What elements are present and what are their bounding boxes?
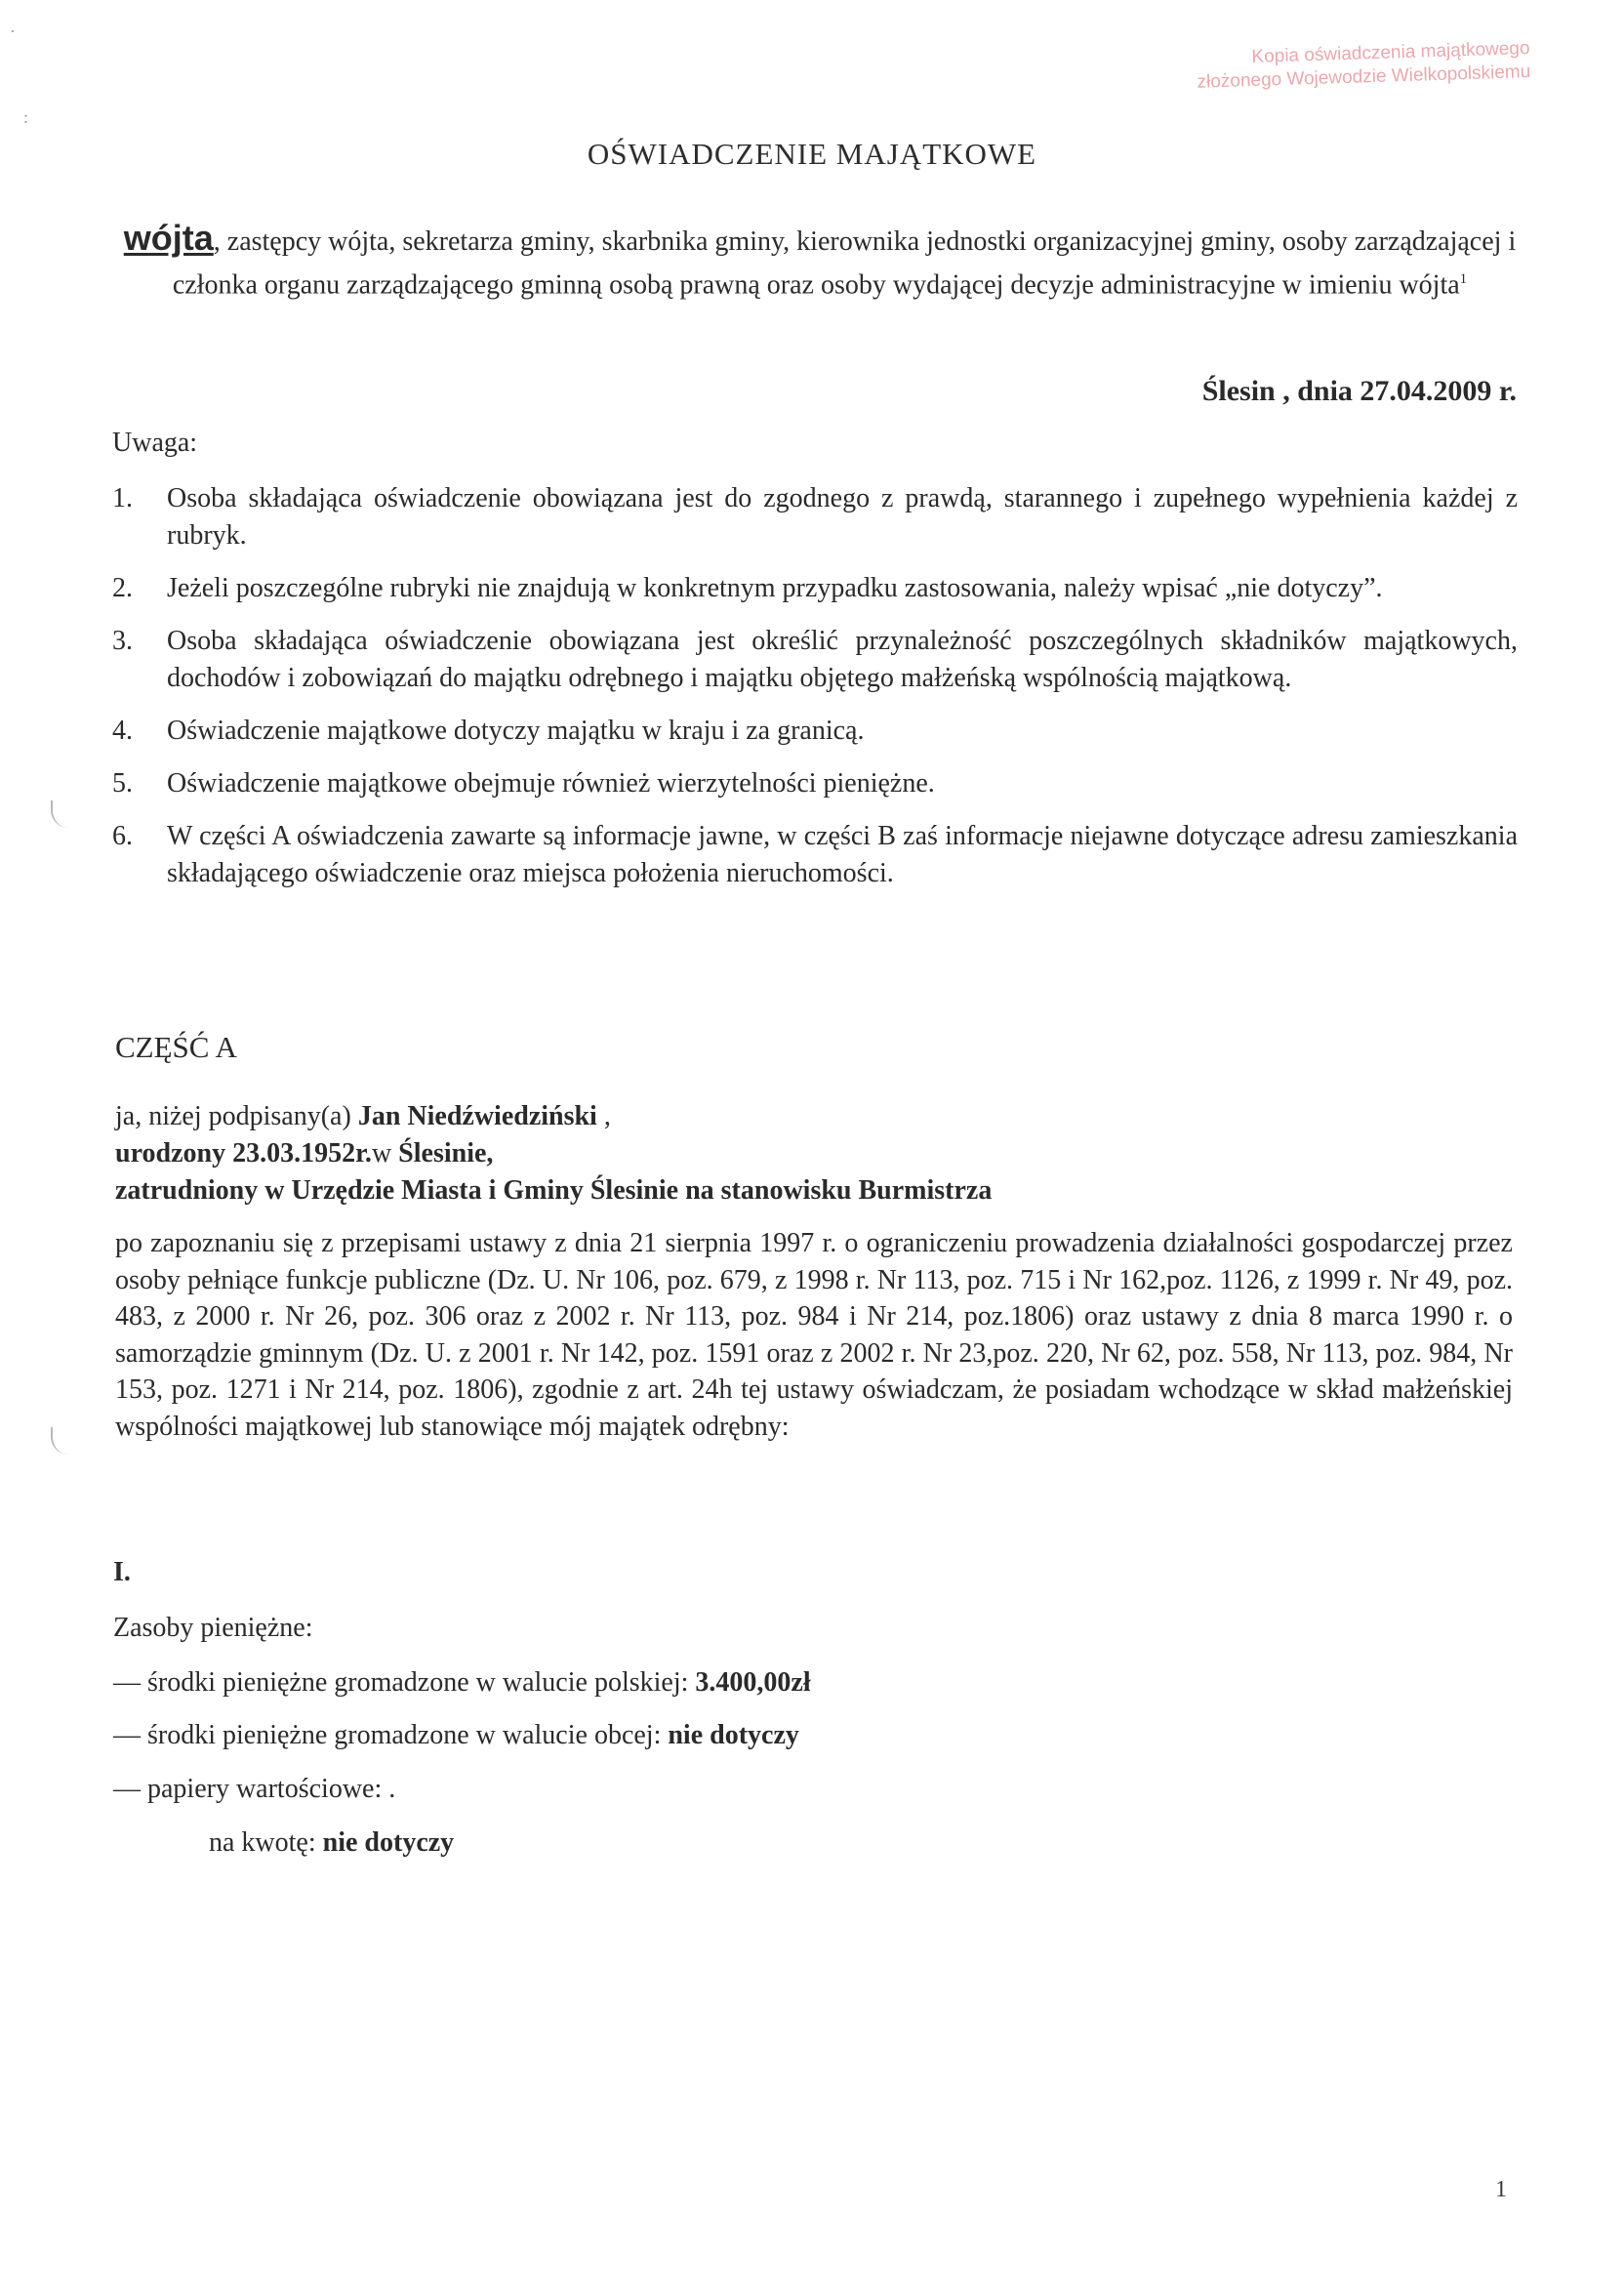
stamp-line-2: złożonego Wojewodzie Wielkopolskiemu — [1197, 62, 1531, 93]
scan-speck: : — [23, 107, 29, 127]
assets-foreign-label: — środki pieniężne gromadzone w walucie obcej: — [113, 1720, 669, 1750]
section-i-heading: Zasoby pieniężne: — [113, 1613, 313, 1643]
note-text: W części A oświadczenia zawarte są informacje jawne, w części B zaś informacje niejawne dotyczące adresu zamieszkania składającego oświadczenie oraz miejsca położenia nieruchomości. — [167, 821, 1518, 888]
note-item — [112, 480, 1518, 554]
note-number: 3. — [112, 626, 133, 656]
intro-paragraph — [117, 220, 1522, 304]
note-item — [112, 713, 1518, 750]
note-text: Osoba składająca oświadczenie obowiązana jest do zgodnego z prawdą, starannego i zupełnego wypełnienia każdej z rubryk. — [167, 483, 1518, 551]
note-text: Oświadczenie majątkowe obejmuje również wierzytelności pieniężne. — [167, 768, 935, 799]
assets-line-pln — [113, 1667, 811, 1699]
declarant-line-3 — [115, 1172, 1501, 1210]
declarant-name: Jan Niedźwiedziński — [357, 1101, 597, 1131]
born-place: Ślesinie, — [398, 1138, 494, 1168]
note-number: 5. — [112, 768, 133, 799]
note-number: 6. — [112, 821, 133, 851]
note-text: Osoba składająca oświadczenie obowiązana jest określić przynależność poszczególnych składników majątkowych, dochodów i zobowiązań do majątku odrębnego i majątku objętego małżeńską wspólnością majątkową. — [167, 626, 1518, 693]
copy-stamp — [1158, 37, 1530, 96]
intro-text: , zastępcy wójta, sekretarza gminy, skarbnika gminy, kierownika jednostki organizacyjnej gminy, osoby zarządzającej i członka organu zarządzającego gminną osobą prawną oraz osoby wydającej decyzje administracyjne w imieniu wójta — [172, 226, 1517, 301]
note-number: 2. — [112, 573, 133, 603]
note-item — [112, 623, 1518, 697]
assets-pln-value: 3.400,00zł — [695, 1667, 811, 1698]
declarant-line-2 — [115, 1135, 1501, 1172]
declarant-suffix: , — [596, 1101, 611, 1131]
section-a-heading: CZĘŚĆ A — [115, 1030, 237, 1064]
uwaga-label: Uwaga: — [112, 428, 198, 458]
note-number: 4. — [112, 716, 133, 746]
notes-list — [112, 480, 1518, 908]
born-label: urodzony — [115, 1138, 226, 1168]
declarant-line-1 — [115, 1098, 1501, 1135]
assets-securities-label: — papiery wartościowe: . — [113, 1774, 396, 1804]
assets-line-foreign — [113, 1720, 799, 1751]
assets-amount-label: na kwotę: — [209, 1827, 323, 1858]
scan-speck: · — [10, 21, 16, 41]
assets-amount-value: nie dotyczy — [322, 1827, 455, 1858]
section-i-label: I. — [113, 1557, 131, 1587]
note-text: Oświadczenie majątkowe dotyczy majątku w kraju i za granicą. — [167, 716, 865, 746]
page-number: 1 — [1495, 2177, 1507, 2202]
footnote-marker: 1 — [1459, 271, 1468, 287]
document-title: OŚWIADCZENIE MAJĄTKOWE — [587, 137, 1037, 171]
place-and-date: Ślesin , dnia 27.04.2009 r. — [1201, 375, 1517, 407]
assets-line-amount — [209, 1827, 454, 1859]
note-item — [112, 570, 1518, 607]
born-place-prefix: w — [371, 1138, 399, 1168]
note-text: Jeżeli poszczególne rubryki nie znajdują w konkretnym przypadku zastosowania, należy wpisać „nie dotyczy”. — [167, 573, 1383, 603]
assets-foreign-value: nie dotyczy — [668, 1720, 799, 1750]
assets-line-securities — [113, 1774, 395, 1805]
assets-pln-label: — środki pieniężne gromadzone w walucie polskiej: — [113, 1667, 696, 1698]
declarant-prefix: ja, niżej podpisany(a) — [115, 1101, 358, 1131]
declarant-block — [115, 1098, 1501, 1210]
born-date: 23.03.1952r. — [225, 1138, 372, 1168]
scan-hole-mark — [51, 1427, 68, 1455]
intro-wojta: wójta — [123, 218, 214, 258]
stamp-line-1: Kopia oświadczenia majątkowego — [1251, 38, 1530, 67]
note-number: 1. — [112, 483, 133, 513]
note-item — [112, 765, 1518, 802]
legal-paragraph: po zapoznaniu się z przepisami ustawy z dnia 21 sierpnia 1997 r. o ograniczeniu prowadzenia działalności gospodarczej przez osoby pełniące funkcje publiczne (Dz. U. Nr 106, poz. 679, z 1998 r. Nr 113, poz. 715 i Nr 162,poz. 1126, z 1999 r. Nr 49, poz. 483, z 2000 r. Nr 26, poz. 306 oraz z 2002 r. Nr 113, poz. 984 i Nr 214, poz.1806) oraz ustawy z dnia 8 marca 1990 r. o samorządzie gminnym (Dz. U. z 2001 r. Nr 142, poz. 1591 oraz z 2002 r. Nr 23,poz. 220, Nr 62, poz. 558, Nr 113, poz. 984, Nr 153, poz. 1271 i Nr 214, poz. 1806), zgodnie z art. 24h tej ustawy oświadczam, że posiadam wchodzące w skład małżeńskiej wspólności majątkowej lub stanowiące mój majątek odrębny: — [115, 1228, 1513, 1442]
employment: zatrudniony w Urzędzie Miasta i Gminy Ślesinie na stanowisku Burmistrza — [115, 1175, 993, 1206]
scan-hole-mark — [51, 800, 68, 828]
note-item — [112, 818, 1518, 892]
